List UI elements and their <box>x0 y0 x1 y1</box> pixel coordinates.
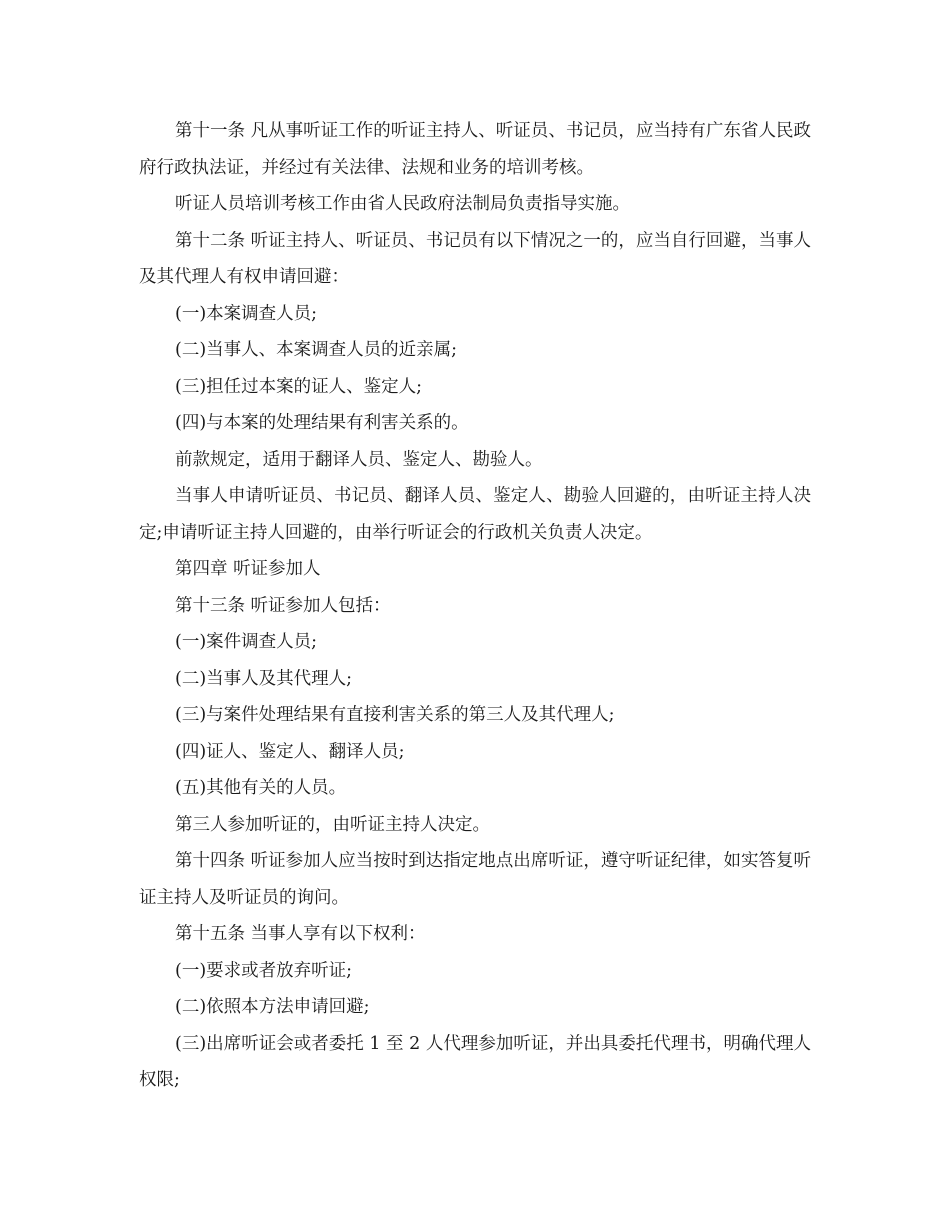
list-item: (二)当事人及其代理人; <box>175 668 353 689</box>
list-item: (一)案件调查人员; <box>175 632 318 652</box>
list-item: (三)担任过本案的证人、鉴定人; <box>175 376 423 397</box>
list-item: (三)出席听证会或者委托 1 至 2 人代理参加听证，并出具委托代理书，明确代理人权限; <box>139 1033 811 1090</box>
paragraph-recusal-decision: 当事人申请听证员、书记员、翻译人员、鉴定人、勘验人回避的，由听证主持人决定;申请听证主持人回避的，由举行听证会的行政机关负责人决定。 <box>139 486 811 543</box>
paragraph-article-14: 第十四条 听证参加人应当按时到达指定地点出席听证，遵守听证纪律，如实答复听证主持人及听证员的询问。 <box>139 851 811 908</box>
paragraph-article-11: 第十一条 凡从事听证工作的听证主持人、听证员、书记员，应当持有广东省人民政府行政执法证，并经过有关法律、法规和业务的培训考核。 <box>139 121 811 178</box>
list-item: (五)其他有关的人员。 <box>175 778 347 798</box>
list-item: (三)与案件处理结果有直接利害关系的第三人及其代理人; <box>175 705 615 725</box>
list-item: (二)当事人、本案调查人员的近亲属; <box>175 340 458 360</box>
list-item: (四)与本案的处理结果有利害关系的。 <box>175 413 469 433</box>
document-body <box>139 113 811 1099</box>
paragraph-third-party-note: 第三人参加听证的，由听证主持人决定。 <box>175 814 490 835</box>
list-item: (一)本案调查人员; <box>175 303 318 324</box>
chapter-heading: 第四章 听证参加人 <box>175 559 321 579</box>
paragraph-article-15: 第十五条 当事人享有以下权利： <box>175 924 426 944</box>
list-item: (二)依照本方法申请回避; <box>175 997 370 1017</box>
paragraph-scope-note: 前款规定，适用于翻译人员、鉴定人、勘验人。 <box>175 449 543 470</box>
paragraph-article-12: 第十二条 听证主持人、听证员、书记员有以下情况之一的，应当自行回避，当事人及其代理人有权申请回避： <box>139 230 811 287</box>
paragraph-training-note: 听证人员培训考核工作由省人民政府法制局负责指导实施。 <box>175 194 630 214</box>
list-item: (一)要求或者放弃听证; <box>175 960 353 981</box>
list-item: (四)证人、鉴定人、翻译人员; <box>175 741 405 762</box>
paragraph-article-13: 第十三条 听证参加人包括： <box>175 595 391 616</box>
